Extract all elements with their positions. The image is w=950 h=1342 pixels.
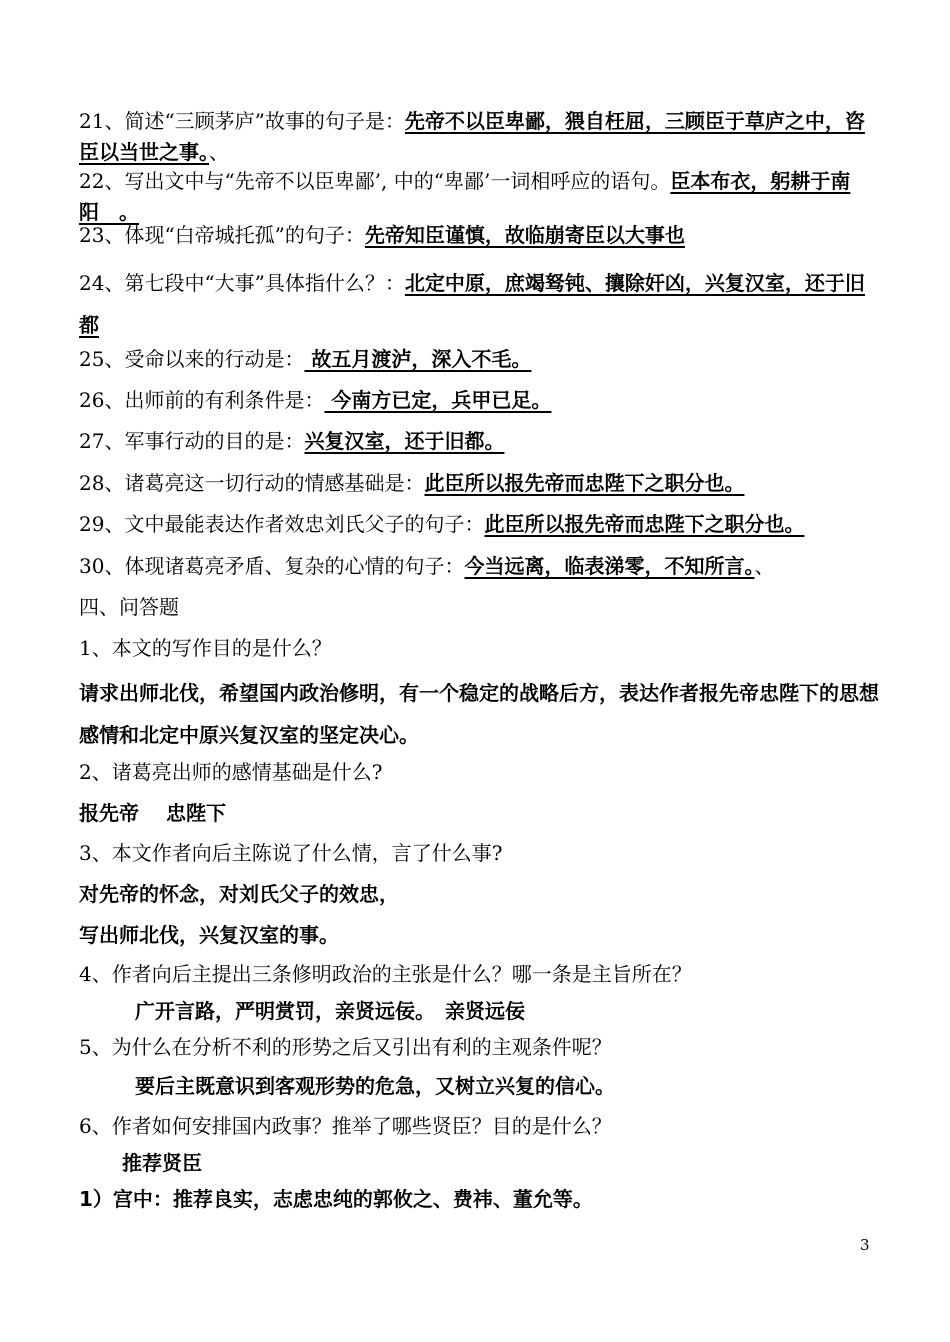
trailing-mark: 、 [209, 140, 229, 164]
fill-item-30 [79, 551, 882, 581]
answer-text: 此臣所以报先帝而忠陛下之职分也。 [424, 471, 745, 495]
answer-3-line-2: 写出师北伐，兴复汉室的事。 [79, 923, 339, 947]
question-4: 4、作者向后主提出三条修明政治的主张是什么？哪一条是主旨所在？ [79, 962, 692, 986]
question-text: 30、体现诸葛亮矛盾、复杂的心情的句子： [79, 554, 465, 578]
question-text: 25、受命以来的行动是： [79, 347, 305, 371]
answer-text: 此臣所以报先帝而忠陛下之职分也。 [484, 512, 805, 536]
question-text: 28、诸葛亮这一切行动的情感基础是： [79, 471, 425, 495]
answer-text: 臣本布衣，躬耕于南阳 。 [79, 169, 851, 224]
fill-item-21 [79, 106, 882, 168]
question-text: 22、写出文中与“先帝不以臣卑鄙’, 中的“卑鄙’一词相呼应的语句。 [79, 169, 671, 193]
question-1: 1、本文的写作目的是什么？ [79, 636, 332, 660]
question-5: 5、为什么在分析不利的形势之后又引出有利的主观条件呢？ [79, 1035, 612, 1059]
answer-text: 今当远离，临表涕零，不知所言。 [464, 554, 755, 578]
answer-5: 要后主既意识到客观形势的危急，又树立兴复的信心。 [135, 1074, 615, 1098]
answer-3-line-1: 对先帝的怀念，对刘氏父子的效忠， [79, 882, 399, 906]
fill-item-23 [79, 220, 882, 250]
answer-1: 请求出师北伐，希望国内政治修明，有一个稳定的战略后方，表达作者报先帝忠陛下的思想感情和北定中原兴复汉室的坚定决心。 [79, 681, 879, 747]
answer-text: 北定中原，庶竭驽钝、攘除奸凶，兴复汉室，还于旧都 [79, 271, 865, 337]
question-text: 21、简述“三顾茅庐”故事的句子是： [79, 109, 405, 133]
question-text: 26、出师前的有利条件是： [79, 388, 325, 412]
question-6: 6、作者如何安排国内政事？推举了哪些贤臣？目的是什么？ [79, 1114, 612, 1138]
fill-item-27 [79, 426, 882, 456]
answer-6-heading: 推荐贤臣 [122, 1151, 202, 1175]
trailing-mark: 、 [754, 554, 775, 578]
answer-text: 兴复汉室，还于旧都。 [304, 429, 505, 453]
question-3: 3、本文作者向后主陈说了什么情，言了什么事? [79, 841, 503, 865]
fill-item-26 [79, 385, 882, 415]
fill-item-24 [79, 262, 882, 346]
question-text: 24、第七段中“大事”具体指什么？： [79, 271, 405, 295]
section-heading: 四、问答题 [79, 595, 179, 619]
fill-item-25 [79, 344, 882, 374]
fill-item-29 [79, 509, 882, 539]
answer-text: 先帝知臣谨慎，故临崩寄臣以大事也 [364, 223, 685, 247]
fill-item-22 [79, 166, 882, 228]
question-2: 2、诸葛亮出师的感情基础是什么? [79, 760, 383, 784]
answer-4: 广开言路，严明赏罚，亲贤远佞。 亲贤远佞 [135, 999, 525, 1023]
question-text: 27、军事行动的目的是： [79, 429, 305, 453]
page-number: 3 [860, 1236, 870, 1254]
fill-item-28 [79, 468, 882, 498]
answer-text: 先帝不以臣卑鄙，猥自枉屈，三顾臣于草庐之中，咨臣以当世之事。 [79, 109, 865, 164]
answer-6-item-1: 1）宫中：推荐良实，志虑忠纯的郭攸之、费祎、董允等。 [79, 1187, 593, 1211]
answer-text: 今南方已定，兵甲已足。 [324, 388, 552, 412]
question-text: 29、文中最能表达作者效忠刘氏父子的句子： [79, 512, 485, 536]
answer-text: 故五月渡泸，深入不毛。 [304, 347, 532, 371]
answer-2: 报先帝 忠陛下 [79, 801, 226, 825]
question-text: 23、体现“白帝城托孤”的句子： [79, 223, 365, 247]
